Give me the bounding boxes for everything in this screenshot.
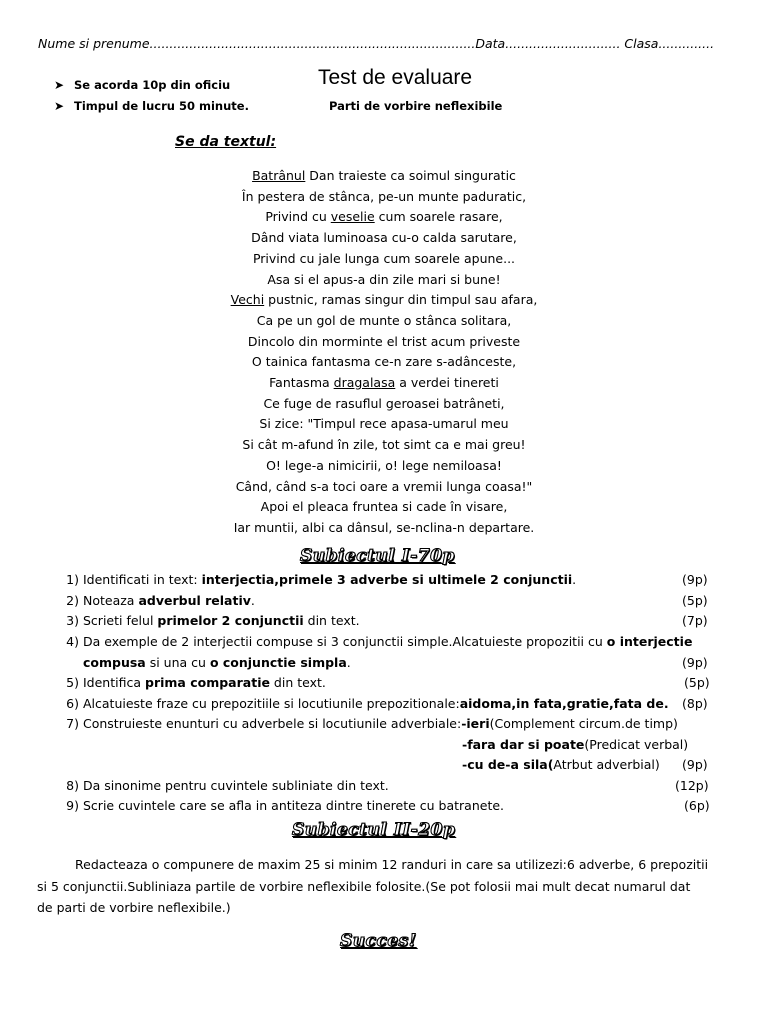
question-points: (9p): [682, 757, 708, 772]
info-bullet-1: [54, 78, 230, 92]
question-5-text: Identifica prima comparatie din text.: [83, 675, 326, 690]
question-points: (9p): [682, 655, 708, 670]
question-points: (9p): [682, 572, 708, 587]
question-7-item-3: -cu de-a sila(Atrbut adverbial): [462, 757, 660, 772]
info-bullet-2: [54, 99, 249, 113]
poem-line: Ce fuge de rasuflul geroasei batrâneti,: [263, 395, 505, 411]
poem-line: Si cât m-afund în zile, tot simt ca e mai greu!: [242, 437, 526, 453]
question-number: 4): [66, 634, 79, 649]
subject-1-heading: Subiectul I-70p: [300, 546, 455, 566]
question-3-text: Scrieti felul primelor 2 conjunctii din text.: [83, 613, 360, 628]
poem-line: Iar muntii, albi ca dânsul, se-nclina-n departare.: [233, 519, 535, 535]
poem-line: Si zice: "Timpul rece apasa-umarul meu: [259, 416, 509, 432]
underlined-word: Batrânul: [252, 168, 306, 183]
arrow-bullet-icon: ➤: [54, 78, 65, 92]
question-4-text: Da exemple de 2 interjectii compuse si 3 conjunctii simple.Alcatuieste propozitii cu o interjectie: [83, 634, 693, 649]
subject-2-heading: Subiectul II-20p: [292, 820, 456, 840]
section-label: Se da textul:: [175, 134, 277, 150]
poem-line: Vechi pustnic, ramas singur din timpul sau afara,: [230, 292, 538, 308]
poem-line: Apoi el pleaca fruntea si cade în visare,: [260, 499, 508, 515]
poem-line: O tainica fantasma ce-n zare s-adânceste,: [251, 354, 517, 370]
question-number: 5): [66, 675, 79, 690]
poem-line: Batrânul Dan traieste ca soimul singuratic: [252, 168, 516, 183]
poem-line: O! lege-a nimicirii, o! lege nemiloasa!: [266, 457, 502, 473]
student-info-line: Nume si prenume..................................................................................Data............................. Clasa..............: [38, 36, 715, 51]
question-8-text: Da sinonime pentru cuvintele subliniate din text.: [83, 778, 389, 793]
question-number: 2): [66, 593, 79, 608]
poem-line: Privind cu veselie cum soarele rasare,: [265, 209, 503, 225]
question-points: (12p): [675, 778, 709, 793]
question-points: (5p): [682, 593, 708, 608]
underlined-word: Vechi: [230, 292, 265, 308]
poem-line: Dincolo din morminte el trist acum priveste: [247, 333, 521, 349]
question-number: 9): [66, 798, 79, 813]
subject-2-paragraph: Redacteaza o compunere de maxim 25 si minim 12 randuri in care sa utilizezi:6 adverbe, 6 prepozitii si 5 conjunctii.Subliniaza partile de vorbire neflexibile folosite.(Se pot folosii mai mult decat numarul dat de parti de vorbire neflexibile.): [37, 857, 709, 915]
question-points: (6p): [684, 798, 710, 813]
info-bullet-text: Timpul de lucru 50 minute.: [74, 99, 249, 113]
underlined-word: veselie: [330, 209, 375, 225]
underlined-word: dragalasa: [333, 375, 396, 391]
poem-line: Privind cu jale lunga cum soarele apune...: [252, 250, 516, 266]
question-7-text: Construieste enunturi cu adverbele si locutiunile adverbiale:-ieri(Complement circum.de timp): [83, 716, 678, 731]
question-1-text: Identificati in text: interjectia,primele 3 adverbe si ultimele 2 conjunctii.: [83, 572, 577, 587]
question-6-text: Alcatuieste fraze cu prepozitiile si locutiunile prepozitionale:aidoma,in fata,gratie,fata de.: [83, 696, 669, 711]
page-subtitle: Parti de vorbire neflexibile: [329, 99, 503, 113]
question-number: 1): [66, 572, 79, 587]
question-9-text: Scrie cuvintele care se afla in antiteza dintre tinerete cu batranete.: [83, 798, 505, 813]
question-number: 7): [66, 716, 79, 731]
question-points: (8p): [682, 696, 708, 711]
poem-line: În pestera de stânca, pe-un munte paduratic,: [241, 188, 527, 204]
question-number: 6): [66, 696, 79, 711]
question-points: (5p): [684, 675, 710, 690]
question-number: 8): [66, 778, 79, 793]
info-bullet-text: Se acorda 10p din oficiu: [74, 78, 231, 92]
question-2-text: Noteaza adverbul relativ.: [83, 593, 255, 608]
poem-line: Ca pe un gol de munte o stânca solitara,: [256, 312, 512, 328]
poem-line: Fantasma dragalasa a verdei tinereti: [269, 375, 499, 391]
question-7-item-2: -fara dar si poate(Predicat verbal): [462, 737, 689, 752]
poem-line: Asa si el apus-a din zile mari si bune!: [267, 271, 501, 287]
poem-line: Când, când s-a toci oare a vremii lunga coasa!": [235, 478, 533, 494]
page-title: Test de evaluare: [318, 66, 473, 89]
question-number: 3): [66, 613, 79, 628]
poem: [231, 166, 538, 539]
closing-message: Succes!: [340, 931, 417, 951]
question-4-text-cont: compusa si una cu o conjunctie simpla.: [83, 655, 351, 670]
poem-line: Dând viata luminoasa cu-o calda sarutare,: [251, 230, 517, 246]
question-points: (7p): [682, 613, 708, 628]
arrow-bullet-icon: ➤: [54, 99, 65, 113]
